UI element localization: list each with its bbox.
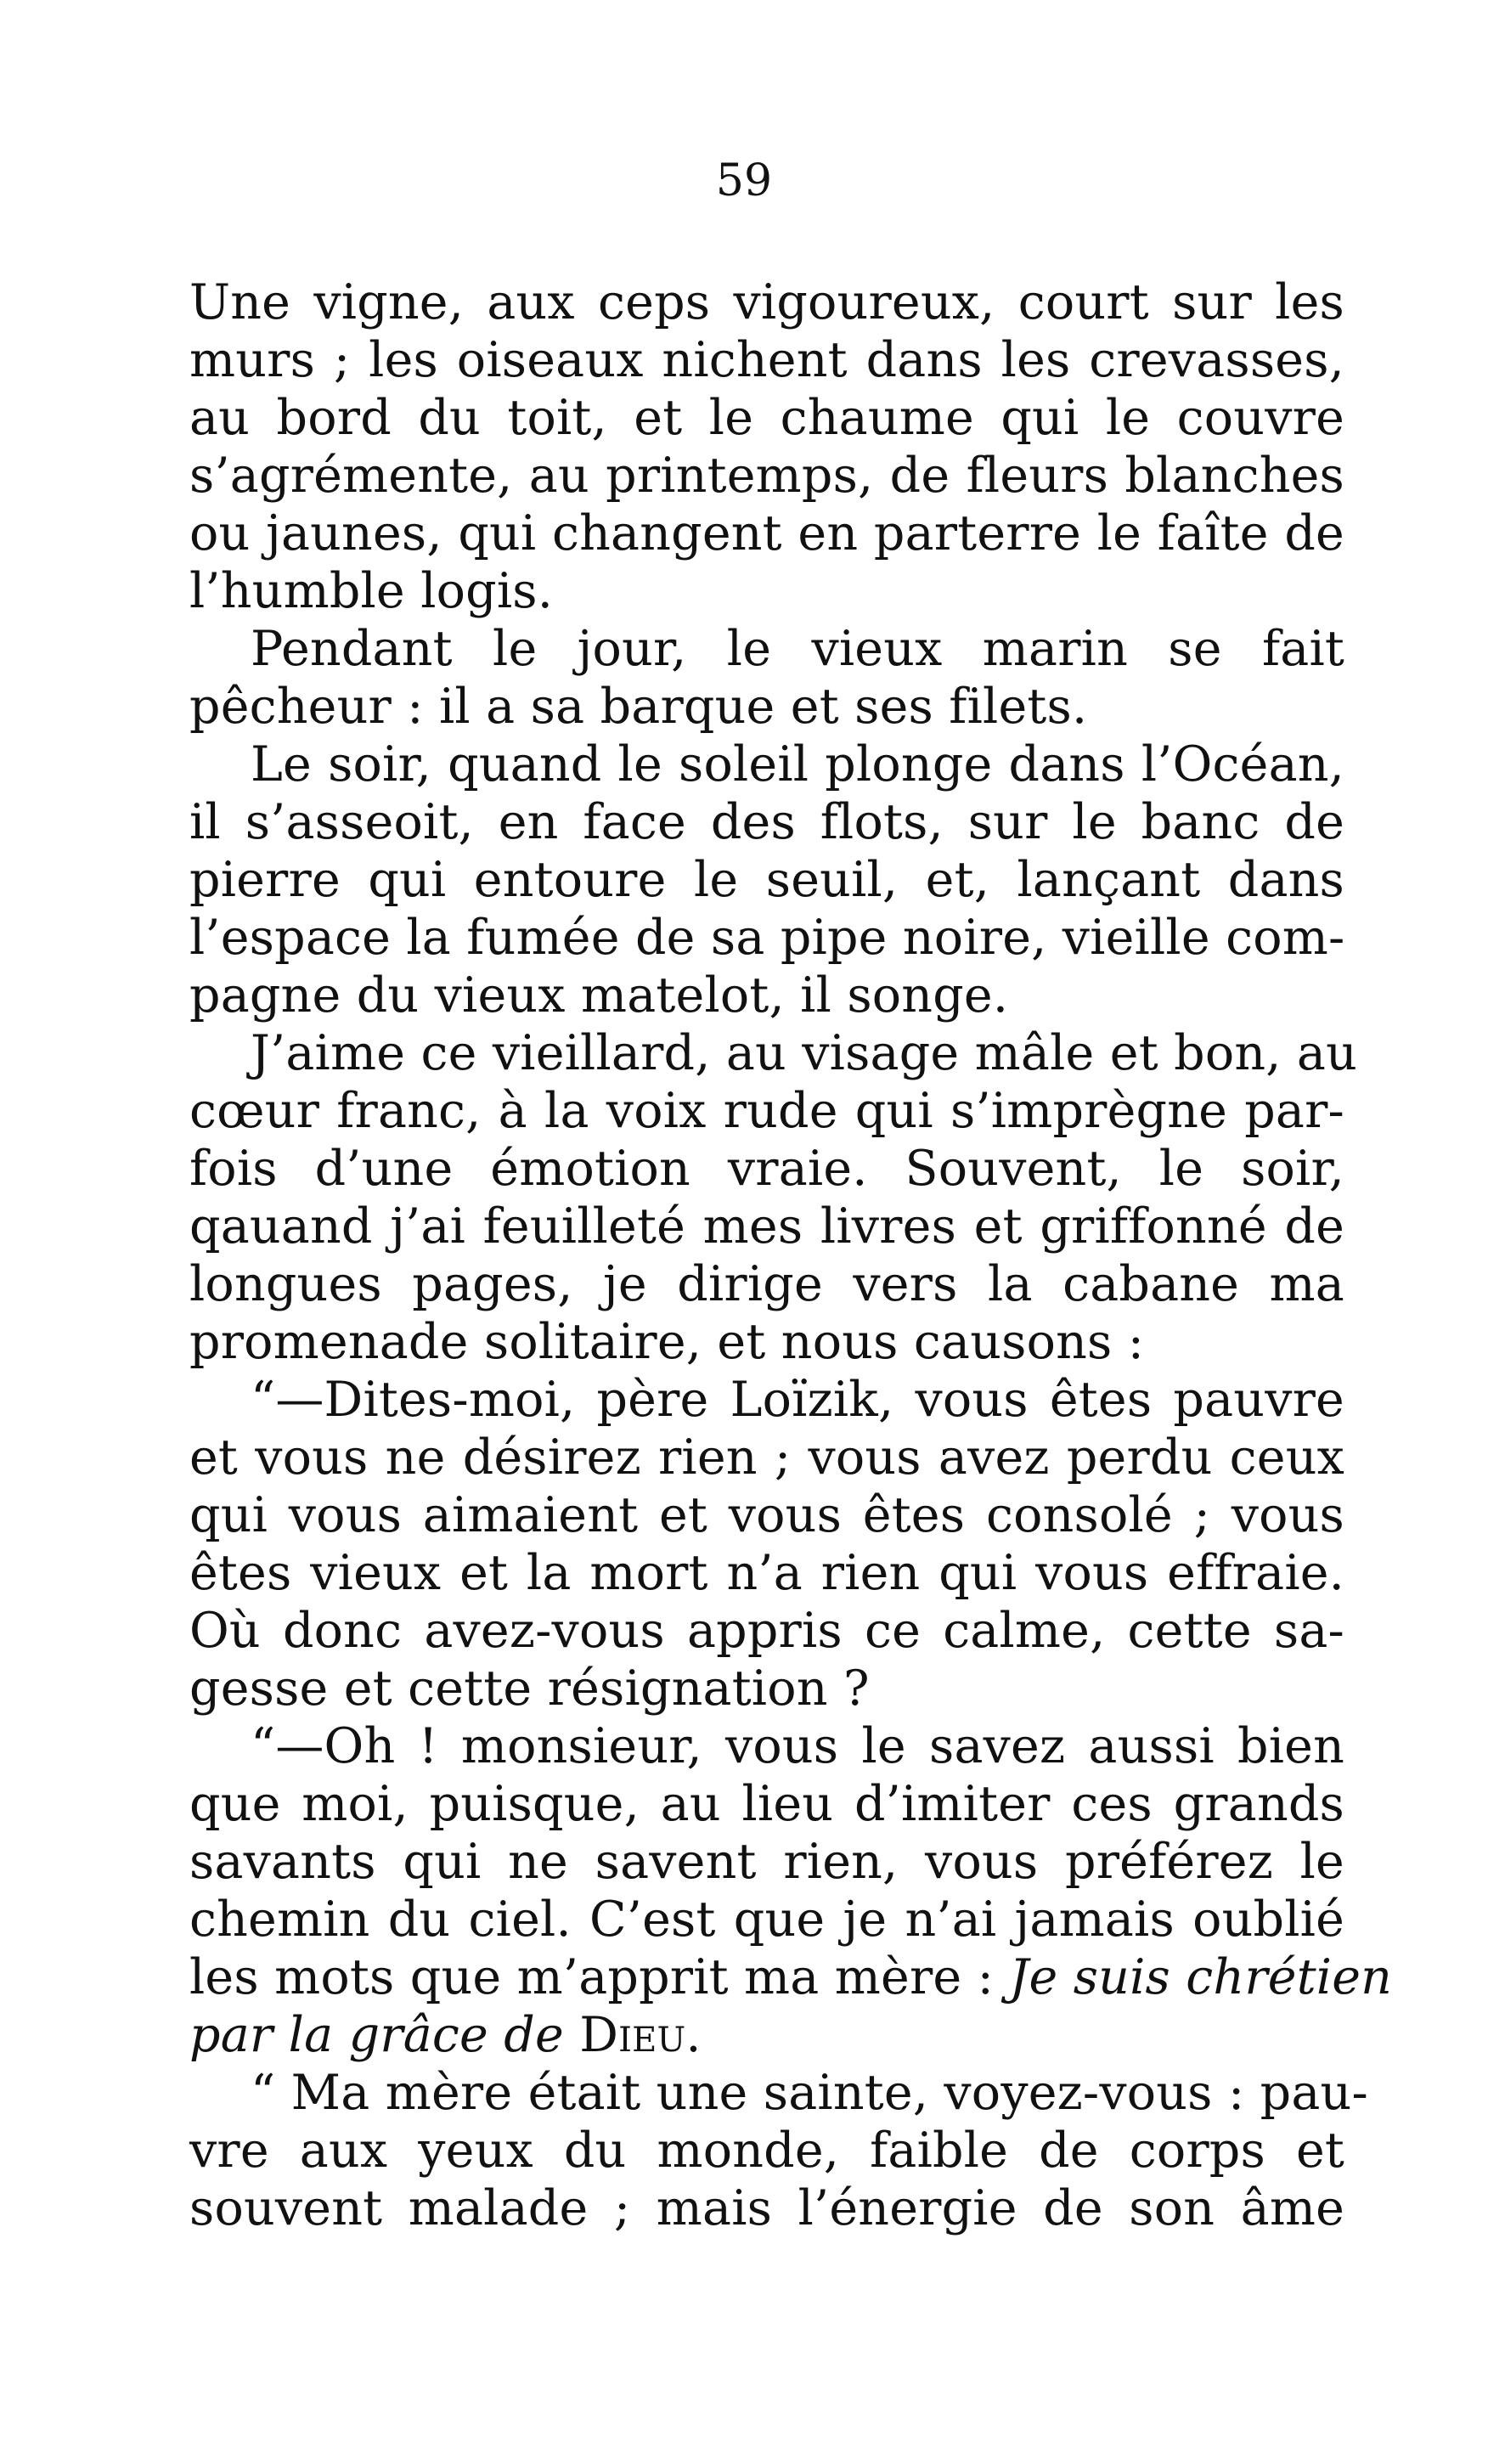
italic-text: Je suis chrétien <box>1009 1949 1393 2005</box>
text-line: pêcheur : il a sa barque et ses filets. <box>189 679 1088 735</box>
text-line: J’aime ce vieillard, au visage mâle et bon, au <box>251 1025 1357 1081</box>
text-line: qauand j’ai feuilleté mes livres et griffonné de <box>189 1198 1344 1255</box>
text-line: souvent malade ; mais l’énergie de son âme <box>189 2180 1344 2236</box>
text-line: êtes vieux et la mort n’a rien qui vous effraie. <box>189 1545 1344 1601</box>
text-line: l’espace la fumée de sa pipe noire, vieille com- <box>189 910 1345 966</box>
text-line: promenade solitaire, et nous causons : <box>189 1314 1145 1370</box>
text-line <box>189 1948 1393 2006</box>
text-segment: les mots que m’apprit ma mère : <box>189 1949 995 2005</box>
italic-text: par la grâce de <box>189 2007 564 2063</box>
text-line: et vous ne désirez rien ; vous avez perdu ceux <box>189 1429 1344 1486</box>
text-line: pierre qui entoure le seuil, et, lançant dans <box>189 852 1344 908</box>
text-line: Pendant le jour, le vieux marin se fait <box>251 621 1344 677</box>
small-caps-text: Dieu. <box>579 2007 702 2063</box>
text-line: il s’asseoit, en face des flots, sur le banc de <box>189 794 1344 850</box>
text-line <box>189 2006 1344 2064</box>
text-line: Le soir, quand le soleil plonge dans l’Océan, <box>251 736 1344 792</box>
text-line: gesse et cette résignation ? <box>189 1661 870 1717</box>
text-line: fois d’une émotion vraie. Souvent, le soir, <box>189 1141 1344 1197</box>
text-line: murs ; les oiseaux nichent dans les crevasses, <box>189 332 1344 388</box>
page-body-text <box>189 273 1393 2237</box>
text-line: Où donc avez-vous appris ce calme, cette sa- <box>189 1603 1344 1659</box>
text-line: “—Dites-moi, père Loïzik, vous êtes pauvre <box>251 1372 1344 1428</box>
page-number: 59 <box>715 155 773 206</box>
text-line: chemin du ciel. C’est que je n’ai jamais oublié <box>189 1892 1344 1948</box>
text-line: que moi, puisque, au lieu d’imiter ces grands <box>189 1776 1344 1832</box>
text-line: s’agrémente, au printemps, de fleurs blanches <box>189 448 1344 504</box>
text-line: Une vigne, aux ceps vigoureux, court sur les <box>189 274 1344 330</box>
text-line: longues pages, je dirige vers la cabane ma <box>189 1256 1344 1312</box>
text-line: “—Oh ! monsieur, vous le savez aussi bien <box>251 1718 1344 1774</box>
text-line: qui vous aimaient et vous êtes consolé ; vous <box>189 1487 1344 1543</box>
text-line: au bord du toit, et le chaume qui le couvre <box>189 390 1344 446</box>
text-line: cœur franc, à la voix rude qui s’imprègne par- <box>189 1083 1344 1139</box>
text-line: l’humble logis. <box>189 563 554 619</box>
text-line: ou jaunes, qui changent en parterre le faîte de <box>189 505 1344 561</box>
text-line: savants qui ne savent rien, vous préférez le <box>189 1834 1344 1890</box>
text-line: pagne du vieux matelot, il songe. <box>189 967 1009 1023</box>
text-line: vre aux yeux du monde, faible de corps et <box>189 2123 1344 2179</box>
text-line: “ Ma mère était une sainte, voyez-vous : pau- <box>251 2065 1368 2121</box>
